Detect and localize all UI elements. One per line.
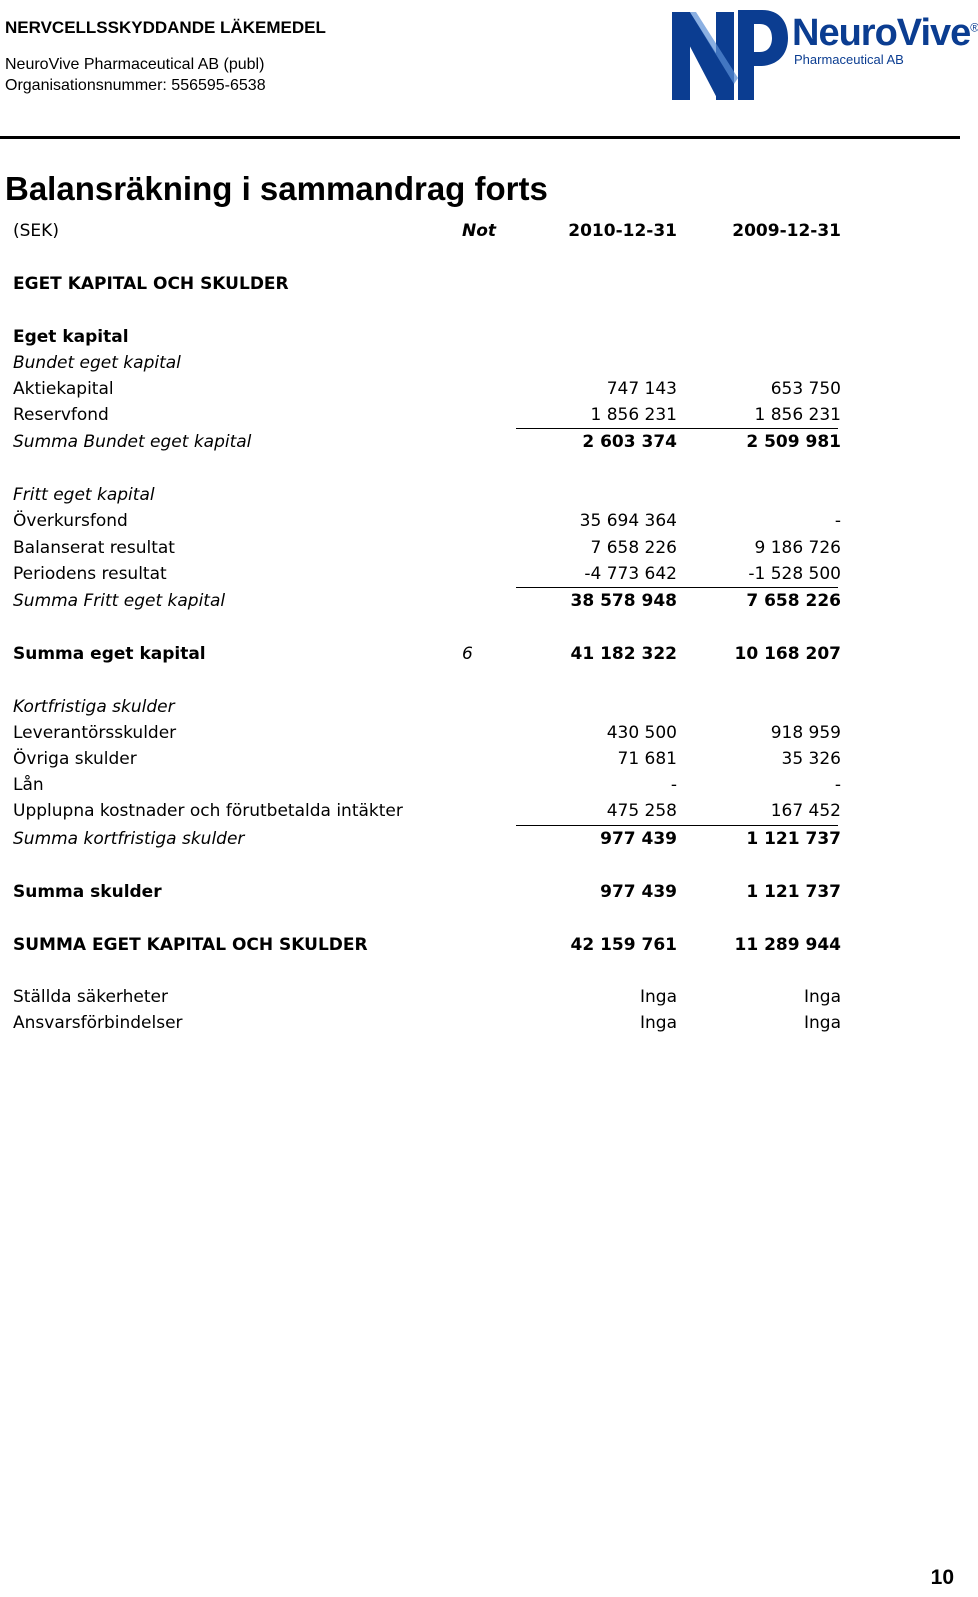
table-row bbox=[0, 588, 960, 614]
row-value-2010: 977 439 bbox=[600, 882, 677, 902]
row-value-2010: -4 773 642 bbox=[584, 564, 677, 584]
row-label: Summa skulder bbox=[13, 882, 162, 902]
row-value-2009: 1 856 231 bbox=[754, 405, 841, 425]
column-header-note: Not bbox=[462, 221, 497, 241]
table-row bbox=[0, 402, 960, 428]
column-header-currency: (SEK) bbox=[13, 221, 59, 241]
row-value-2010: 2 603 374 bbox=[582, 432, 677, 452]
row-value-2010: - bbox=[670, 775, 677, 795]
row-value-2010: 41 182 322 bbox=[570, 644, 677, 664]
row-value-2009: - bbox=[834, 775, 841, 795]
row-value-2009: - bbox=[834, 511, 841, 531]
table-row bbox=[0, 932, 960, 958]
table-row bbox=[0, 429, 960, 455]
row-label: SUMMA EGET KAPITAL OCH SKULDER bbox=[13, 935, 368, 955]
row-value-2010: 38 578 948 bbox=[570, 591, 677, 611]
column-header-2010: 2010-12-31 bbox=[568, 221, 677, 241]
table-row bbox=[0, 772, 960, 798]
page-number: 10 bbox=[930, 1566, 954, 1589]
row-value-2009: Inga bbox=[804, 1013, 841, 1033]
sum-divider bbox=[516, 825, 838, 826]
table-row bbox=[0, 324, 960, 350]
row-value-2009: 918 959 bbox=[770, 723, 841, 743]
row-label: Reservfond bbox=[13, 405, 109, 425]
logo-subtitle: Pharmaceutical AB bbox=[794, 52, 904, 67]
table-row bbox=[0, 482, 960, 508]
row-label: Summa Bundet eget kapital bbox=[13, 432, 252, 452]
row-value-2009: 9 186 726 bbox=[754, 538, 841, 558]
row-value-2009: 1 121 737 bbox=[746, 829, 841, 849]
row-label: Summa Fritt eget kapital bbox=[13, 591, 226, 611]
row-label: Periodens resultat bbox=[13, 564, 167, 584]
page-title: Balansräkning i sammandrag forts bbox=[5, 170, 548, 207]
row-value-2009: 7 658 226 bbox=[746, 591, 841, 611]
row-value-2010: Inga bbox=[640, 1013, 677, 1033]
row-value-2009: 653 750 bbox=[770, 379, 841, 399]
table-row bbox=[0, 720, 960, 746]
row-value-2009: 35 326 bbox=[781, 749, 841, 769]
row-label: Övriga skulder bbox=[13, 749, 137, 769]
row-label: Summa eget kapital bbox=[13, 644, 206, 664]
row-value-2010: 1 856 231 bbox=[590, 405, 677, 425]
table-row bbox=[0, 350, 960, 376]
company-name: NeuroVive Pharmaceutical AB (publ) bbox=[5, 56, 265, 73]
header-divider bbox=[0, 136, 960, 139]
org-number: Organisationsnummer: 556595-6538 bbox=[5, 77, 266, 94]
sum-divider bbox=[516, 587, 838, 588]
sum-divider bbox=[516, 428, 838, 429]
table-row bbox=[0, 376, 960, 402]
logo-wordmark: NeuroVive® bbox=[792, 12, 978, 54]
row-label: Eget kapital bbox=[13, 327, 129, 347]
company-logo bbox=[668, 4, 978, 108]
row-label: Balanserat resultat bbox=[13, 538, 175, 558]
row-value-2009: 11 289 944 bbox=[734, 935, 841, 955]
row-value-2010: 430 500 bbox=[606, 723, 677, 743]
row-label: Ansvarsförbindelser bbox=[13, 1013, 183, 1033]
table-row bbox=[0, 694, 960, 720]
row-value-2010: 42 159 761 bbox=[570, 935, 677, 955]
row-value-2009: 167 452 bbox=[770, 801, 841, 821]
row-label: Bundet eget kapital bbox=[13, 353, 181, 373]
row-value-2009: 10 168 207 bbox=[734, 644, 841, 664]
table-row bbox=[0, 746, 960, 772]
row-value-2010: 35 694 364 bbox=[579, 511, 677, 531]
row-value-2009: -1 528 500 bbox=[748, 564, 841, 584]
row-label: Lån bbox=[13, 775, 44, 795]
row-value-2010: 71 681 bbox=[617, 749, 677, 769]
table-row bbox=[0, 508, 960, 534]
table-row bbox=[0, 798, 960, 824]
row-value-2010: 747 143 bbox=[606, 379, 677, 399]
row-value-2009: 2 509 981 bbox=[746, 432, 841, 452]
table-row bbox=[0, 984, 960, 1010]
table-row bbox=[0, 826, 960, 852]
table-row bbox=[0, 879, 960, 905]
row-value-2010: Inga bbox=[640, 987, 677, 1007]
table-row bbox=[0, 561, 960, 587]
table-row bbox=[0, 1010, 960, 1036]
row-label: Aktiekapital bbox=[13, 379, 114, 399]
row-label: Summa kortfristiga skulder bbox=[13, 829, 245, 849]
table-row bbox=[0, 535, 960, 561]
row-value-2010: 475 258 bbox=[606, 801, 677, 821]
column-header-2009: 2009-12-31 bbox=[732, 221, 841, 241]
row-label: Upplupna kostnader och förutbetalda intäkter bbox=[13, 801, 403, 821]
row-label: Överkursfond bbox=[13, 511, 128, 531]
table-row bbox=[0, 641, 960, 667]
row-value-2009: Inga bbox=[804, 987, 841, 1007]
row-label: Leverantörsskulder bbox=[13, 723, 177, 743]
row-value-2010: 7 658 226 bbox=[590, 538, 677, 558]
row-label: Ställda säkerheter bbox=[13, 987, 168, 1007]
row-note: 6 bbox=[462, 644, 473, 664]
table-row bbox=[0, 271, 960, 297]
row-value-2009: 1 121 737 bbox=[746, 882, 841, 902]
row-label: EGET KAPITAL OCH SKULDER bbox=[13, 274, 289, 294]
np-logo-icon bbox=[668, 4, 790, 104]
column-header-row bbox=[0, 218, 960, 244]
row-value-2010: 977 439 bbox=[600, 829, 677, 849]
report-category: NERVCELLSSKYDDANDE LÄKEMEDEL bbox=[5, 18, 326, 37]
row-label: Kortfristiga skulder bbox=[13, 697, 175, 717]
row-label: Fritt eget kapital bbox=[13, 485, 155, 505]
